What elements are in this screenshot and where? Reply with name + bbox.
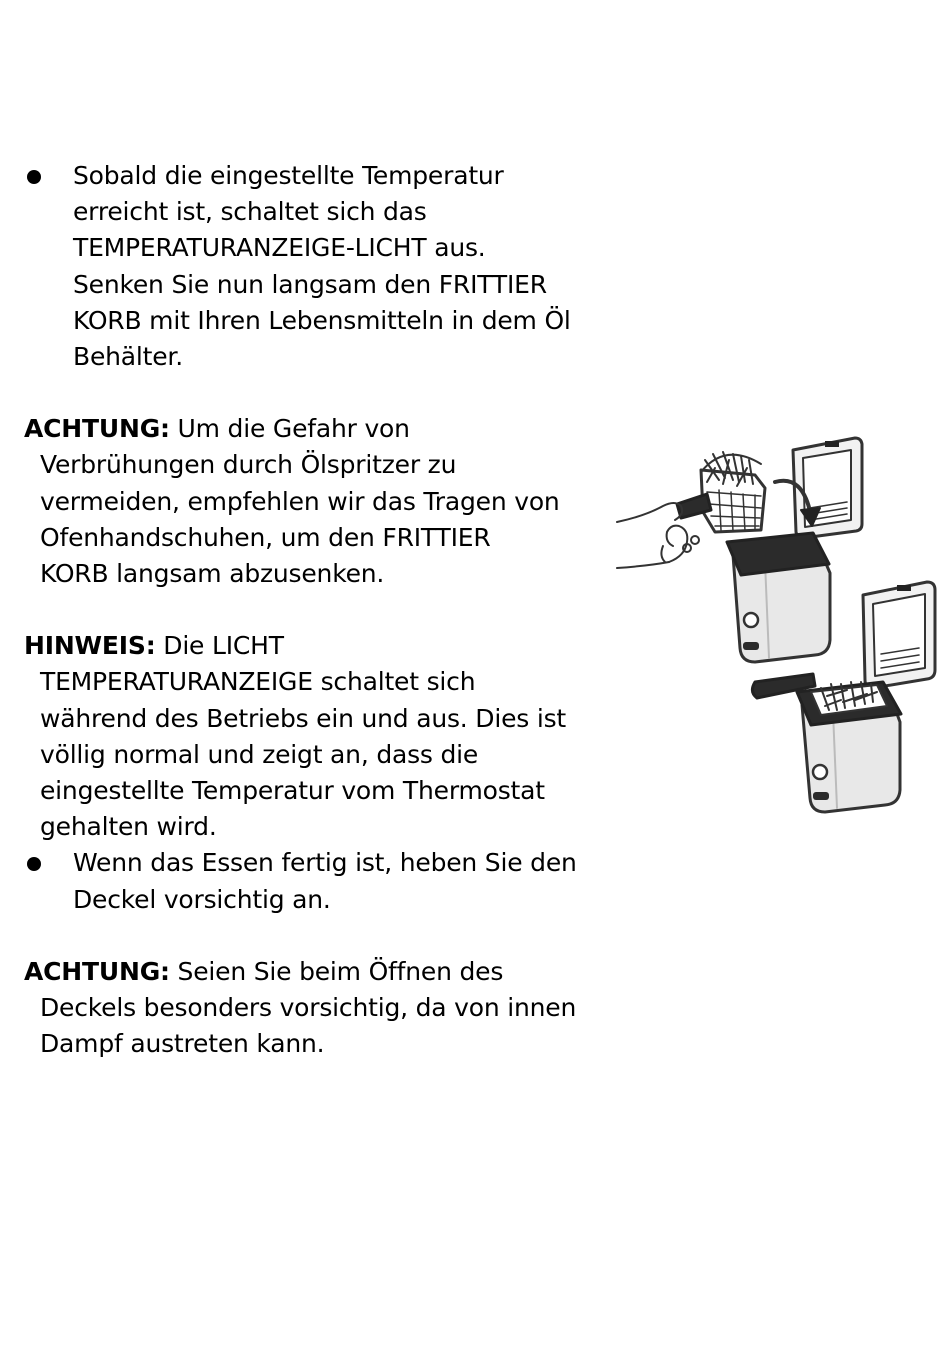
bullet-text: Sobald die eingestellte Temperatur erreicht ist, schaltet sich das TEMPERATURANZEIGE-LICHT aus. Senken Sie nun langsam den FRITTIER KORB mit Ihren Lebensmitteln in dem Öl Behälter. [73,161,571,372]
note-body: TEMPERATURANZEIGE schaltet sich während des Betriebs ein und aus. Dies ist völlig normal und zeigt an, dass die eingestellte Temperatur vom Thermostat gehalten wird. [40,667,567,842]
warning-note-steam [24,954,584,1063]
note-body: Verbrühungen durch Ölspritzer zu vermeiden, empfehlen wir das Tragen von Ofenhandschuhen, um den FRITTIER KORB langsam abzusenken. [40,450,560,589]
bullet-item-lower-basket [24,158,584,375]
note-first-line: Seien Sie beim Öffnen des [169,956,504,986]
instructions-text [24,158,584,1062]
deep-fryer-illustration [615,430,950,820]
note-label: HINWEIS: [24,631,156,661]
bullet-item-open-lid [24,845,584,917]
note-first-line: Die LICHT [155,631,284,661]
note-first-line: Um die Gefahr von [169,414,410,444]
bullet-text: Wenn das Essen fertig ist, heben Sie den Deckel vorsichtig an. [73,848,577,914]
note-body: Deckels besonders vorsichtig, da von innen Dampf austreten kann. [40,993,577,1059]
hint-note-indicator [24,628,584,845]
warning-note-gloves [24,411,584,592]
fryer-top-icon [617,438,862,662]
bullet-dot-icon [27,170,41,184]
bullet-dot-icon [27,857,41,871]
note-label: ACHTUNG: [24,414,170,444]
note-label: ACHTUNG: [24,956,170,986]
